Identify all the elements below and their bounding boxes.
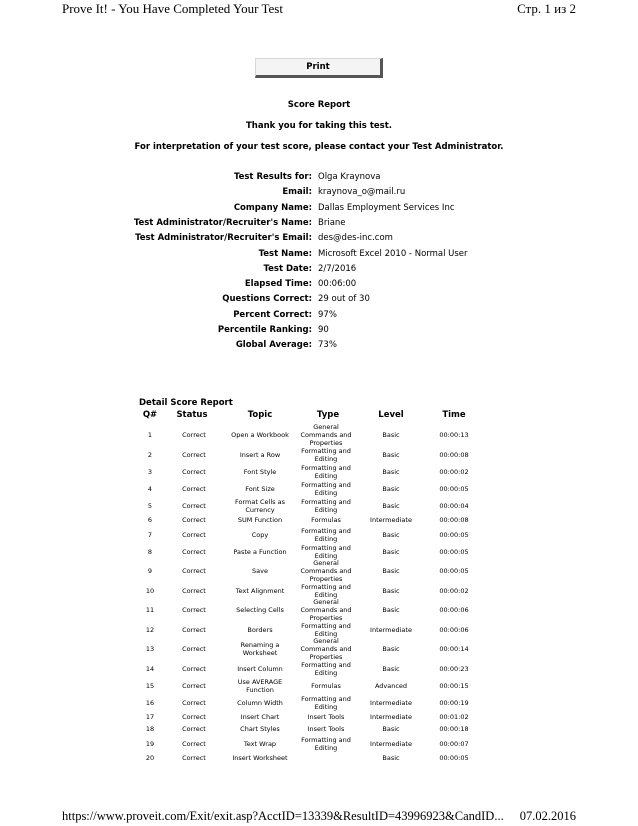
table-row <box>130 677 490 694</box>
print-header-title: Prove It! - You Have Completed Your Test <box>62 1 283 16</box>
cell-topic: SUM Function <box>237 516 283 524</box>
cell-type: Formatting and Editing <box>301 621 351 638</box>
result-value: Microsoft Excel 2010 - Normal User <box>318 248 468 259</box>
cell-topic: Save <box>252 567 268 575</box>
column-header-type: Type <box>316 410 340 420</box>
cell-topic: Insert Column <box>237 664 283 673</box>
thank-you-text: Thank you for taking this test. <box>245 121 392 131</box>
result-value: des@des-inc.com <box>318 233 393 244</box>
result-value: 29 out of 30 <box>318 294 370 305</box>
cell-topic: Paste a Function <box>233 547 287 556</box>
cell-type: Formatting and Editing <box>301 526 351 543</box>
print-button[interactable]: Print <box>255 58 383 78</box>
cell-question-number: 2 <box>147 450 153 459</box>
result-row <box>120 340 520 352</box>
cell-type: Formatting and Editing <box>301 543 351 560</box>
cell-status: Correct <box>182 516 206 524</box>
table-row <box>130 599 490 621</box>
result-value: kraynova_o@mail.ru <box>318 187 406 198</box>
table-row <box>130 723 490 735</box>
cell-level: Intermediate <box>370 698 412 707</box>
cell-type: Formatting and Editing <box>301 660 351 677</box>
print-footer-date: 07.02.2016 <box>519 809 576 823</box>
cell-topic: Copy <box>251 530 269 539</box>
cell-time: 00:00:14 <box>439 645 469 653</box>
result-row <box>120 325 520 337</box>
cell-level: Basic <box>382 450 400 459</box>
table-row <box>130 424 490 446</box>
result-value: Dallas Employment Services Inc <box>318 202 455 213</box>
result-row <box>120 187 520 199</box>
cell-time: 00:00:05 <box>439 484 469 493</box>
cell-question-number: 8 <box>147 547 153 556</box>
cell-type: General Commands and Properties <box>300 637 352 661</box>
result-value: 2/7/2016 <box>318 263 357 274</box>
result-row <box>120 203 520 215</box>
cell-status: Correct <box>182 547 206 556</box>
cell-time: 00:00:15 <box>439 681 469 690</box>
table-row <box>130 526 490 543</box>
cell-question-number: 3 <box>147 467 153 476</box>
result-label: Percent Correct: <box>233 309 312 320</box>
cell-question-number: 16 <box>145 698 155 707</box>
result-label: Percentile Ranking: <box>217 325 312 335</box>
table-row <box>130 752 490 764</box>
cell-time: 00:00:07 <box>439 739 469 748</box>
result-label: Company Name: <box>233 202 312 213</box>
interpretation-text: For interpretation of your test score, please contact your Test Administrator. <box>134 142 504 152</box>
cell-type: Insert Tools <box>307 713 345 721</box>
cell-status: Correct <box>182 501 206 510</box>
cell-level: Basic <box>382 501 400 510</box>
cell-topic: Text Wrap <box>243 739 277 748</box>
cell-topic: Format Cells as Currency <box>235 497 285 514</box>
cell-level: Basic <box>382 530 400 539</box>
cell-level: Intermediate <box>370 625 412 634</box>
result-label: Test Name: <box>258 248 312 259</box>
cell-level: Basic <box>382 586 400 595</box>
cell-time: 00:00:23 <box>439 664 469 673</box>
cell-question-number: 6 <box>147 516 153 524</box>
cell-time: 00:00:05 <box>439 567 469 575</box>
cell-status: Correct <box>182 431 206 439</box>
column-header-level: Level <box>378 410 404 420</box>
print-footer-url: https://www.proveit.com/Exit/exit.asp?AcctID=13339&ResultID=43996923&CandID... <box>62 809 504 823</box>
cell-type: Formulas <box>311 681 341 690</box>
cell-time: 00:00:06 <box>439 625 469 634</box>
column-header-topic: Topic <box>247 410 273 420</box>
cell-question-number: 11 <box>145 606 155 614</box>
cell-topic: Text Alignment <box>235 586 285 595</box>
cell-level: Basic <box>382 431 400 439</box>
result-label: Email: <box>282 187 312 198</box>
cell-time: 00:00:02 <box>439 467 469 476</box>
cell-status: Correct <box>182 606 206 614</box>
cell-question-number: 13 <box>145 645 155 653</box>
cell-level: Basic <box>382 547 400 556</box>
cell-type: Formatting and Editing <box>301 463 351 480</box>
column-header-status: Status <box>176 410 208 420</box>
cell-status: Correct <box>182 754 206 762</box>
cell-type: Formatting and Editing <box>301 497 351 514</box>
result-row <box>120 218 520 230</box>
column-header-time: Time <box>442 410 466 420</box>
cell-status: Correct <box>182 467 206 476</box>
cell-level: Basic <box>382 484 400 493</box>
cell-time: 00:00:06 <box>439 606 469 614</box>
table-row <box>130 638 490 660</box>
result-label: Test Administrator/Recruiter's Name: <box>133 217 312 228</box>
cell-time: 00:00:05 <box>439 530 469 539</box>
cell-type: General Commands and Properties <box>300 423 352 447</box>
cell-question-number: 12 <box>145 625 155 634</box>
cell-topic: Chart Styles <box>240 725 280 733</box>
cell-question-number: 15 <box>145 681 155 690</box>
table-row <box>130 711 490 723</box>
result-value: 90 <box>318 325 329 335</box>
cell-type: Insert Tools <box>307 725 345 733</box>
cell-level: Basic <box>382 645 400 653</box>
cell-type: General Commands and Properties <box>300 598 352 622</box>
print-header <box>0 0 638 18</box>
result-value: Briane <box>318 217 346 228</box>
cell-time: 00:00:04 <box>439 501 469 510</box>
cell-time: 00:00:08 <box>439 516 469 524</box>
cell-type: Formatting and Editing <box>301 694 351 711</box>
cell-status: Correct <box>182 625 206 634</box>
cell-type: Formatting and Editing <box>301 735 351 752</box>
result-label: Test Results for: <box>233 172 312 182</box>
result-label: Test Date: <box>263 263 312 274</box>
cell-status: Correct <box>182 664 206 673</box>
result-label: Test Administrator/Recruiter's Email: <box>135 233 312 244</box>
cell-status: Correct <box>182 698 206 707</box>
result-value: 73% <box>318 340 337 351</box>
cell-level: Basic <box>382 467 400 476</box>
print-button-wrap <box>255 58 383 78</box>
cell-level: Basic <box>382 567 400 575</box>
cell-topic: Font Size <box>245 484 275 493</box>
cell-level: Basic <box>382 754 400 762</box>
result-row <box>120 279 520 291</box>
result-value: Olga Kraynova <box>318 172 381 182</box>
cell-status: Correct <box>182 739 206 748</box>
result-value: 00:06:00 <box>318 279 357 290</box>
print-header-page: Стр. 1 из 2 <box>517 1 576 16</box>
cell-question-number: 18 <box>145 725 155 733</box>
table-row <box>130 446 490 463</box>
cell-status: Correct <box>182 450 206 459</box>
table-row <box>130 582 490 599</box>
cell-time: 00:00:05 <box>439 754 469 762</box>
table-row <box>130 621 490 638</box>
table-row <box>130 560 490 582</box>
cell-topic: Font Style <box>243 467 277 476</box>
cell-type <box>294 752 358 764</box>
cell-level: Basic <box>382 725 400 733</box>
column-header-qnum: Q# <box>142 410 158 420</box>
result-row <box>120 264 520 276</box>
result-label: Questions Correct: <box>222 294 312 305</box>
cell-question-number: 14 <box>145 664 155 673</box>
cell-time: 00:00:19 <box>439 698 469 707</box>
cell-question-number: 19 <box>145 739 155 748</box>
cell-topic: Open a Workbook <box>231 431 289 439</box>
table-row <box>130 514 490 526</box>
cell-level: Advanced <box>374 681 408 690</box>
cell-status: Correct <box>182 681 206 690</box>
result-row <box>120 233 520 245</box>
result-value: 97% <box>318 309 337 320</box>
cell-topic: Renaming a Worksheet <box>240 641 280 657</box>
result-row <box>120 310 520 322</box>
cell-time: 00:00:13 <box>439 431 469 439</box>
cell-level: Intermediate <box>370 739 412 748</box>
cell-level: Intermediate <box>370 516 412 524</box>
cell-status: Correct <box>182 530 206 539</box>
cell-status: Correct <box>182 567 206 575</box>
cell-question-number: 9 <box>147 567 153 575</box>
table-row <box>130 480 490 497</box>
cell-status: Correct <box>182 586 206 595</box>
cell-question-number: 20 <box>145 754 155 762</box>
result-label: Elapsed Time: <box>244 279 312 290</box>
cell-type: General Commands and Properties <box>300 559 352 583</box>
table-row <box>130 463 490 480</box>
table-row <box>130 543 490 560</box>
cell-status: Correct <box>182 725 206 733</box>
cell-status: Correct <box>182 713 206 721</box>
table-row <box>130 660 490 677</box>
cell-topic: Borders <box>247 625 273 634</box>
cell-level: Basic <box>382 606 400 614</box>
cell-time: 00:00:05 <box>439 547 469 556</box>
score-report-title: Score Report <box>287 100 351 110</box>
cell-time: 00:00:08 <box>439 450 469 459</box>
result-row <box>120 249 520 261</box>
cell-question-number: 4 <box>147 484 153 493</box>
detail-report-title: Detail Score Report <box>139 398 233 408</box>
result-row <box>120 294 520 306</box>
cell-question-number: 10 <box>145 586 155 595</box>
cell-question-number: 5 <box>147 501 153 510</box>
cell-time: 00:00:02 <box>439 586 469 595</box>
result-label: Global Average: <box>235 340 312 351</box>
table-row <box>130 694 490 711</box>
cell-question-number: 7 <box>147 530 153 539</box>
cell-level: Intermediate <box>370 713 412 721</box>
cell-topic: Insert Worksheet <box>232 754 288 762</box>
cell-type: Formatting and Editing <box>301 582 351 599</box>
cell-question-number: 17 <box>145 713 155 721</box>
cell-time: 00:01:02 <box>439 713 469 721</box>
cell-topic: Insert Chart <box>240 713 280 721</box>
cell-topic: Insert a Row <box>239 450 281 459</box>
cell-level: Basic <box>382 664 400 673</box>
cell-type: Formatting and Editing <box>301 480 351 497</box>
table-row <box>130 735 490 752</box>
cell-status: Correct <box>182 484 206 493</box>
cell-time: 00:00:18 <box>439 725 469 733</box>
cell-type: Formatting and Editing <box>301 446 351 463</box>
table-row <box>130 497 490 514</box>
result-row <box>120 172 520 184</box>
cell-status: Correct <box>182 645 206 653</box>
cell-type: Formulas <box>311 516 341 524</box>
cell-topic: Column Width <box>237 698 283 707</box>
cell-topic: Selecting Cells <box>236 606 284 614</box>
cell-topic: Use AVERAGE Function <box>237 677 283 694</box>
cell-question-number: 1 <box>147 431 153 439</box>
